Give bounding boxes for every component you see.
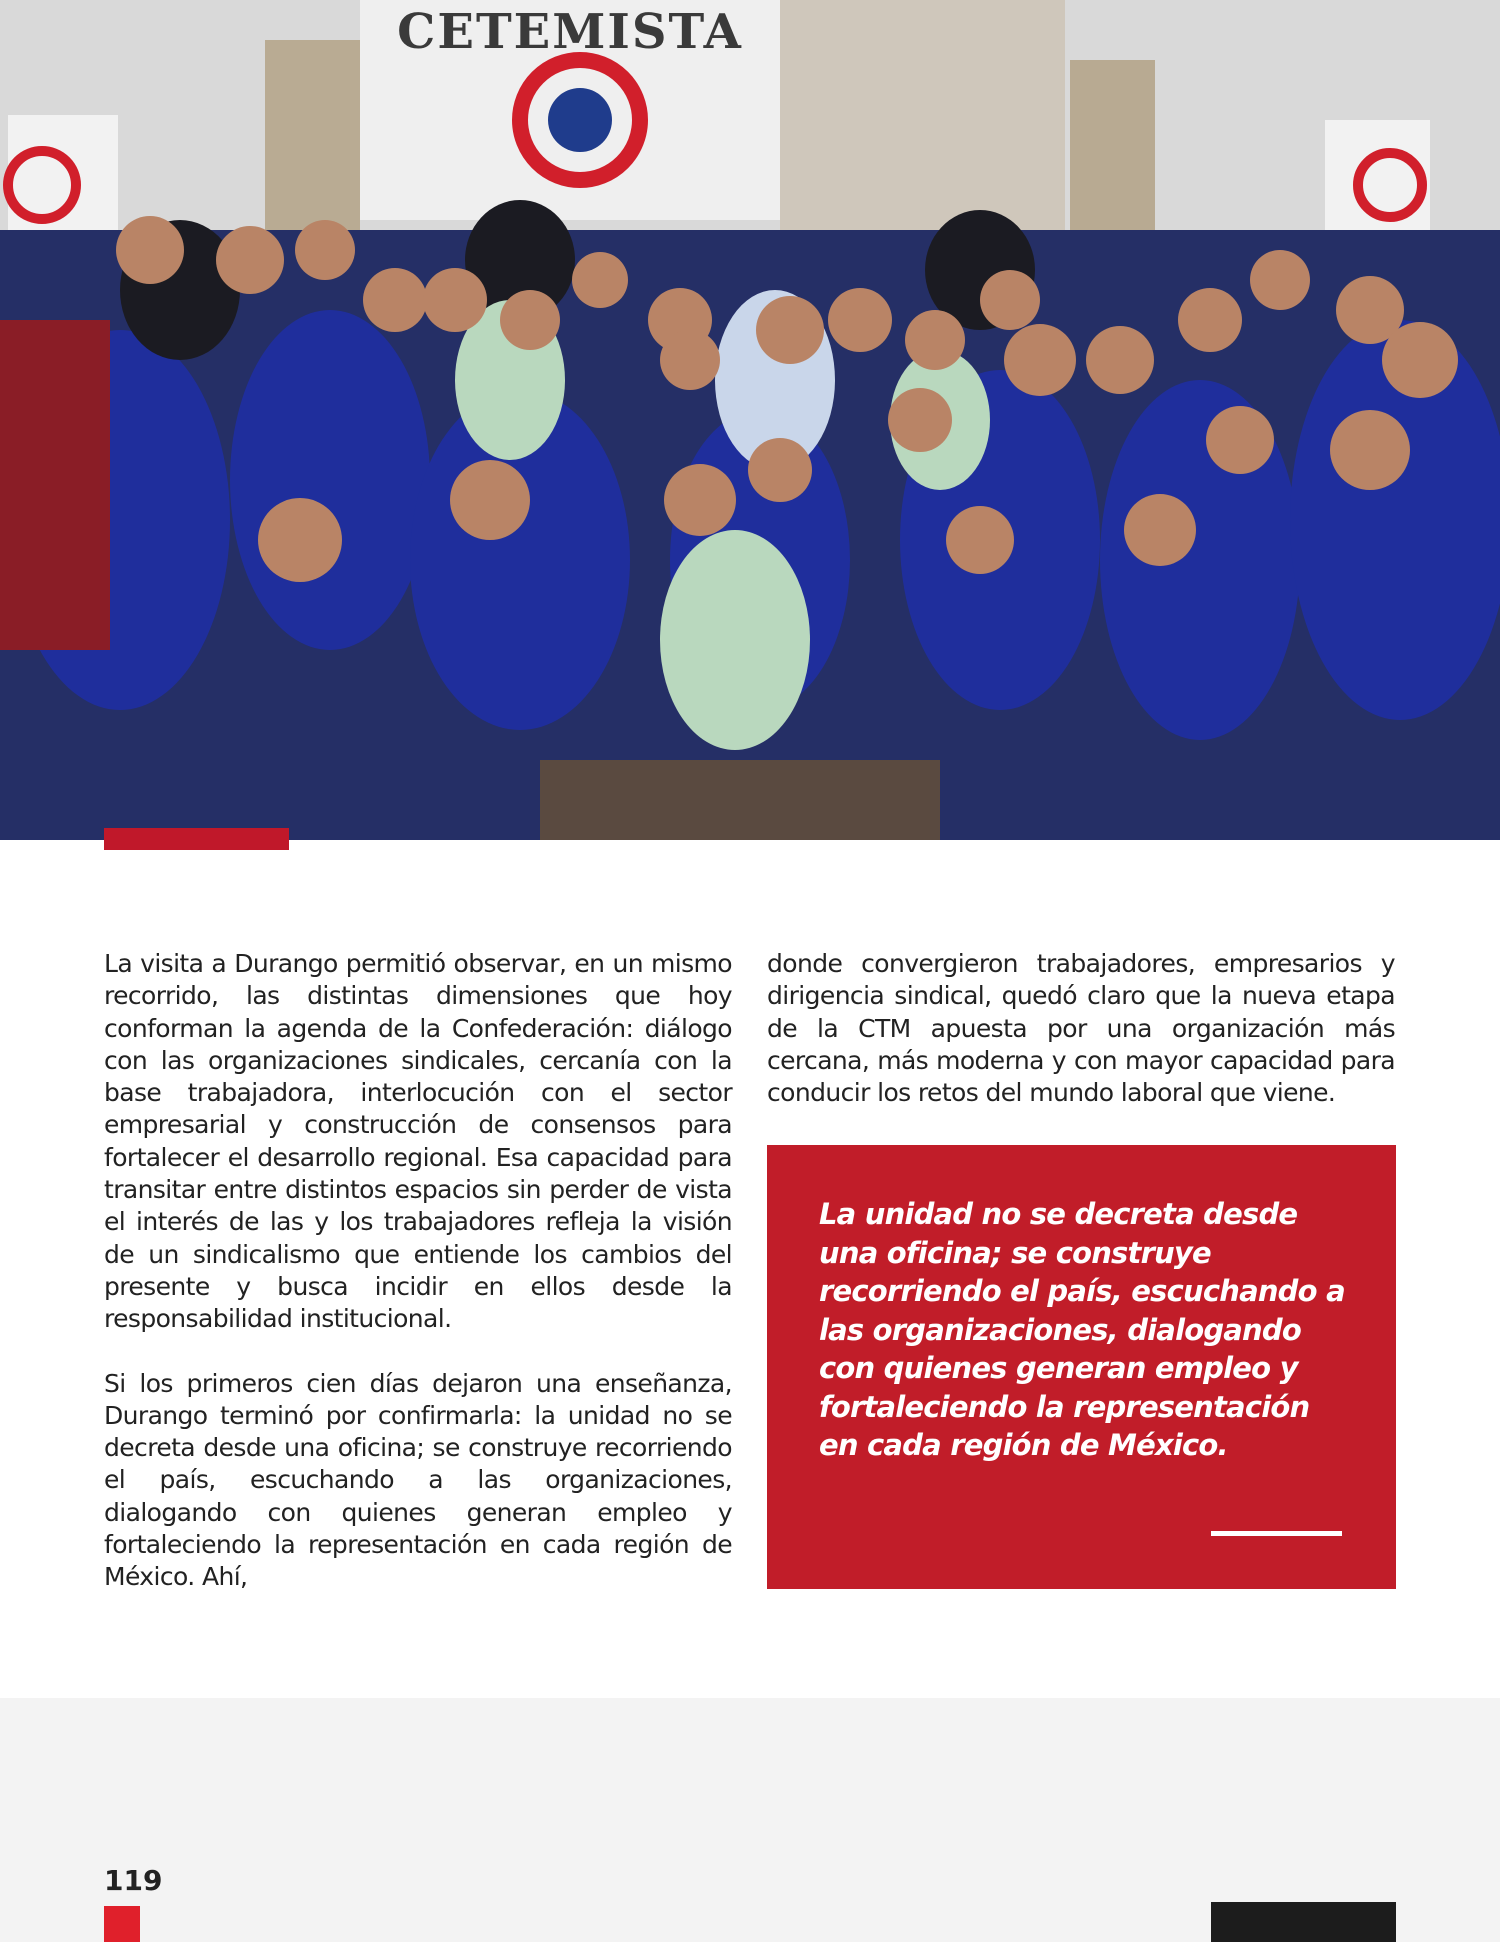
- pull-quote-text: La unidad no se decreta desde una oficina; se construye recorriendo el país, escuchando a las organizaciones, dialogando con quienes generan empleo y fortaleciendo la representación en cada región de México.: [819, 1197, 1345, 1462]
- article-left-column: [104, 948, 732, 1626]
- page-number-marker: [104, 1906, 140, 1942]
- group-photo: [0, 0, 1500, 840]
- pull-quote-divider: [1211, 1531, 1342, 1536]
- footer-bar: [1211, 1902, 1396, 1942]
- pull-quote: [767, 1145, 1396, 1589]
- article-paragraph: Si los primeros cien días dejaron una enseñanza, Durango terminó por confirmarla: la unidad no se decreta desde una oficina; se construye recorriendo el país, escuchando a las organizaciones, dialogando con quienes generan empleo y fortaleciendo la representación en cada región de México. Ahí,: [104, 1368, 732, 1592]
- page-number: 119: [104, 1864, 163, 1897]
- banner-text: CETEMISTA: [397, 4, 743, 60]
- article-paragraph: donde convergieron trabajadores, empresarios y dirigencia sindical, quedó claro que la nueva etapa de la CTM apuesta por una organización más cercana, más moderna y con mayor capacidad para conducir los retos del mundo laboral que viene.: [767, 949, 1395, 1108]
- article-right-column: [767, 948, 1395, 1141]
- article-paragraph: La visita a Durango permitió observar, en un mismo recorrido, las distintas dimensiones que hoy conforman la agenda de la Confederación: diálogo con las organizaciones sindicales, cercanía con la base trabajadora, interlocución con el sector empresarial y construcción de consensos para fortalecer el desarrollo regional. Esa capacidad para transitar entre distintos espacios sin perder de vista el interés de las y los trabajadores refleja la visión de un sindicalismo que entiende los cambios del presente y busca incidir en ellos desde la responsabilidad institucional.: [104, 949, 732, 1334]
- accent-tab: [104, 828, 289, 850]
- group-photo-illustration: [0, 0, 1500, 840]
